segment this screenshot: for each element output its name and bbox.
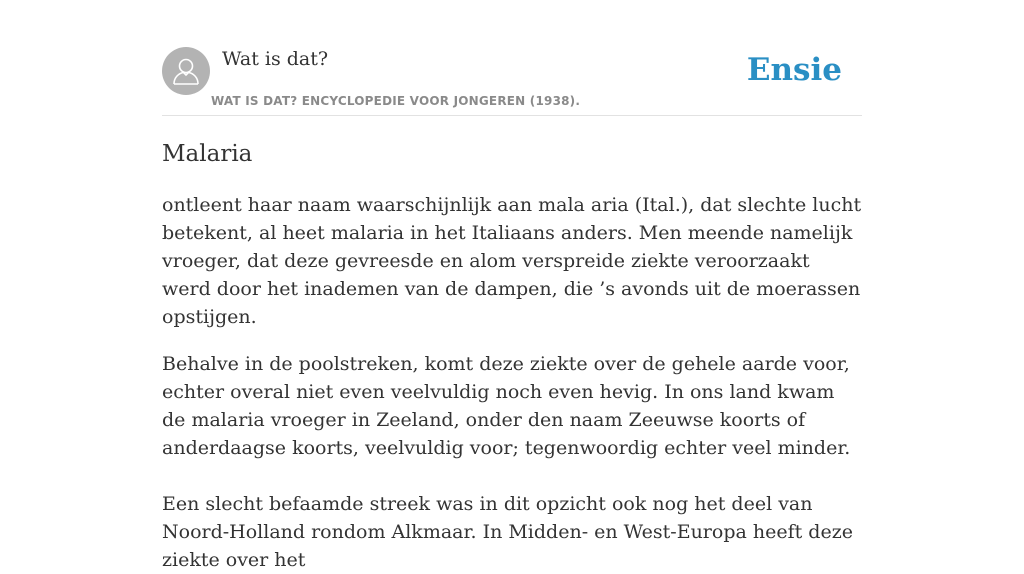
ensie-logo[interactable]: Ensie (746, 52, 842, 88)
article (162, 138, 862, 574)
user-silhouette-icon[interactable] (162, 47, 210, 95)
source-header (162, 46, 862, 116)
article-paragraph: Een slecht befaamde streek was in dit opzicht ook nog het deel van Noord-Holland rondom Alkmaar. In Midden- en West-Europa heeft deze ziekte over het (162, 493, 853, 571)
source-subtitle: WAT IS DAT? ENCYCLOPEDIE VOOR JONGEREN (1938). (211, 94, 581, 108)
article-paragraph: Behalve in de poolstreken, komt deze ziekte over de gehele aarde voor, echter overal niet even veelvuldig noch even hevig. In ons land kwam de malaria vroeger in Zeeland, onder den naam Zeeuwse koorts of anderdaagse koorts, veelvuldig voor; tegenwoordig echter veel minder. (162, 353, 851, 459)
article-title: Malaria (162, 141, 253, 167)
article-paragraph: ontleent haar naam waarschijnlijk aan mala aria (Ital.), dat slechte lucht betekent, al heet malaria in het Italiaans anders. Men meende namelijk vroeger, dat deze gevreesde en alom verspreide ziekte veroorzaakt werd door het inademen van de dampen, die ’s avonds uit de moerassen opstijgen. (162, 194, 862, 328)
source-name[interactable]: Wat is dat? (222, 48, 329, 70)
